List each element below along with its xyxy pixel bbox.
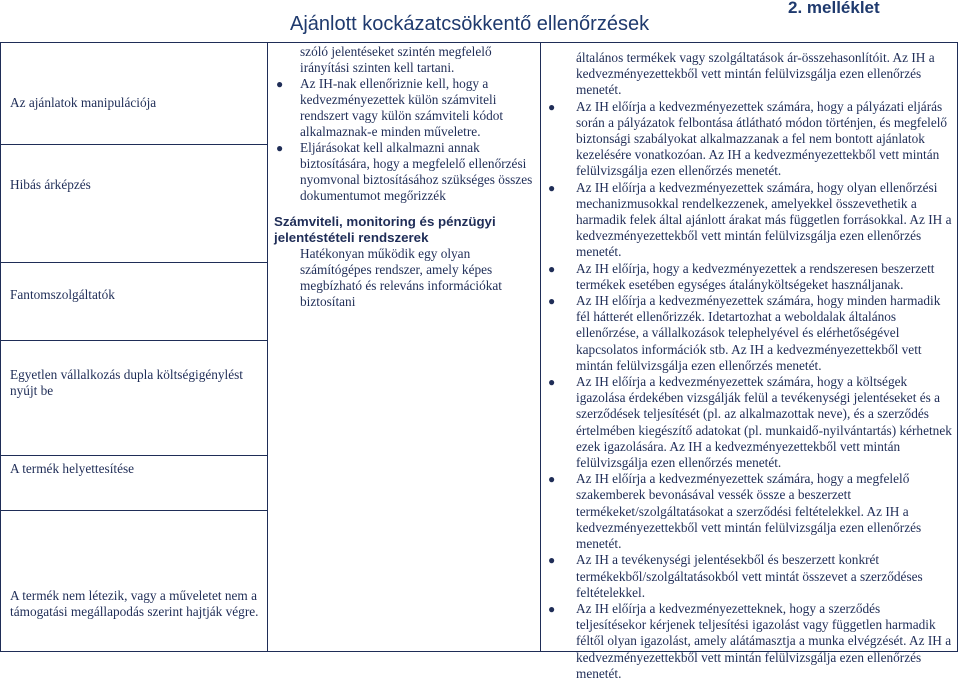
bullet-icon: ● [548,99,556,114]
bullet-icon: ● [548,472,556,487]
list-item: ● Az IH előírja a kedvezményezettek számára, hogy a megfelelő szakemberek bevonásával vessék össze a beszerzett termékeket/szolgáltatásokat a szerződési feltételekkel. Az IH a kedvezményezettekből vett mintán felülvizsgálja ezen ellenőrzés menetét. [548,471,922,552]
control-lead-text: általános termékek vagy szolgáltatások ár-összehasonlítóit. Az IH a kedvezményezettekből vett mintán felülvizsgálja ezen ellenőrzés menetét. [576,50,935,98]
list-item: ● Az IH előírja, hogy a kedvezményezettek a rendszeresen beszerzett termékek esetében egységes átalányköltségeket használjanak. [548,260,935,292]
row-divider [0,340,267,341]
risk-label: A termék nem létezik, vagy a műveletet nem a támogatási megállapodás szerint hajtják végre. [10,588,259,619]
bullet-icon: ● [548,553,556,568]
page-title: Ajánlott kockázatcsökkentő ellenőrzések [290,13,650,35]
row-divider [0,510,267,511]
control-list [548,99,952,682]
column-divider-2 [540,42,541,652]
list-item: ● Az IH-nak ellenőriznie kell, hogy a kedvezményezettek külön számviteli rendszert vagy külön számviteli kódot alkalmaznak-e minden műveletre. [276,76,504,139]
bullet-icon: ● [276,77,284,91]
bullet-icon: ● [548,375,556,390]
control-lead-text: szóló jelentéseket szintén megfelelő irányítási szinten kell tartani. [300,44,492,75]
bullet-icon: ● [548,294,556,309]
risk-label: A termék helyettesítése [10,461,135,476]
risk-label: Az ajánlatok manipulációja [10,95,157,110]
row-divider [0,262,267,263]
bullet-icon: ● [548,261,556,276]
column-divider-1 [267,42,268,652]
section-heading: Számviteli, monitoring és pénzügyi jelentéstételi rendszerek [274,214,496,245]
list-item: ● Az IH előírja a kedvezményezettek számára, hogy minden harmadik fél hátterét ellenőrizzék. Idetartozhat a weboldalak általános ellenőrzése, a vállalkozások telephelyével és elérhetőségével kapcsolatos információk stb. Az IH a kedvezményezettekből vett mintán felülvizsgálja ezen ellenőrzés menetét. [548,293,941,373]
list-item: ● Az IH előírja a kedvezményezettek számára, hogy olyan ellenőrzési mechanizmusokkal rendelkezzenek, amelyekkel összevethetik a harmadik felek által ajánlott árakat más független forrásokkal. Az IH a kedvezményezettekből vett mintán felülvizsgálja ezen ellenőrzés menetét. [548,179,952,260]
row-divider [0,455,267,456]
list-item: ● Eljárásokat kell alkalmazni annak biztosítására, hogy a megfelelő ellenőrzési nyomvonal biztosításához szükséges összes dokumentumot megőrizzék [276,140,533,203]
bullet-icon: ● [276,141,284,155]
controls-column-middle [274,44,536,310]
controls-column-right [548,50,952,682]
list-item: ● Az IH a tevékenységi jelentésekből és beszerzett konkrét termékekből/szolgáltatásokból vett mintát összevet a szerződéses feltételekkel. [548,552,923,600]
bullet-icon: ● [548,601,556,616]
risk-label: Egyetlen vállalkozás dupla költségigénylést nyújt be [10,367,244,398]
list-item: ● Az IH előírja a kedvezményezettek számára, hogy a pályázati eljárás során a pályázatok felbontása átlátható módon történjen, és megfelelő biztonsági szabályokat alkalmazzanak a fel nem bontott ajánlatok kezelésére vonatkozóan. Az IH a kedvezményezettekből vett mintán felülvizsgálja ezen ellenőrzés menetét. [548,98,948,179]
list-item: ● Az IH előírja a kedvezményezettek számára, hogy a költségek igazolása érdekében vizsgálják felül a tevékenységi jelentéseket és a szerződések teljesítését (pl. az alkalmazottak neve), és a szerződés értelmében kiegészítő adatokat (pl. munkaidő-nyilvántartás) kérhetnek ezek igazolására. Az IH a kedvezményezettekből vett mintán felülvizsgálja ezen ellenőrzés menetét. [548,374,952,471]
bullet-icon: ● [548,180,556,195]
section-text: Hatékonyan működik egy olyan számítógépes rendszer, amely képes megbízható és releváns információkat biztosítani [300,246,502,309]
annex-label: 2. melléklet [788,0,880,17]
list-item: ● Az IH előírja a kedvezményezetteknek, hogy a szerződés teljesítésekor kérjenek teljesítési igazolást vagy független harmadik féltől olyan igazolást, amely alátámasztja a munka elvégzését. Az IH a kedvezményezettekből vett mintán felülvizsgálja ezen ellenőrzés menetét. [548,600,952,681]
risk-label: Fantomszolgáltatók [10,287,115,302]
row-divider [0,144,267,145]
risk-label: Hibás árképzés [10,177,91,192]
control-list [274,76,536,204]
